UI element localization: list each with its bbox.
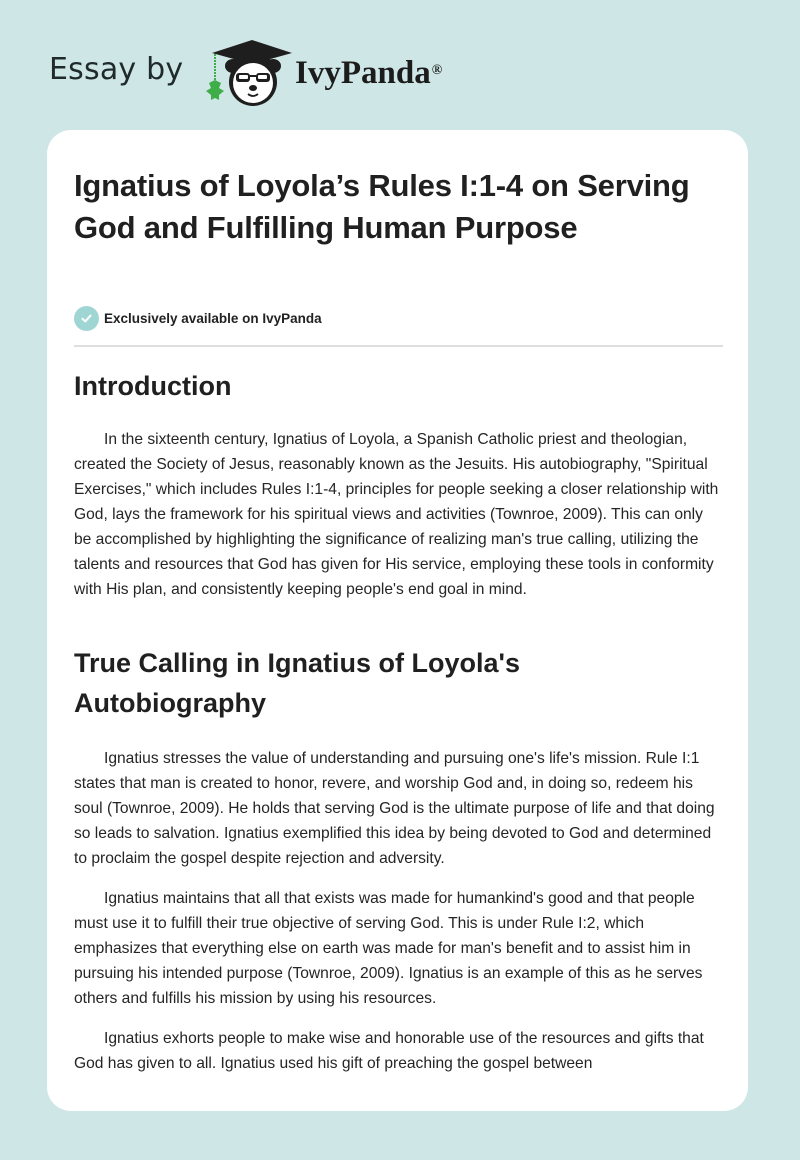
paragraph-intro: In the sixteenth century, Ignatius of Loyola, a Spanish Catholic priest and theologian, created the Society of Jesus, reasonably known as the Jesuits. His autobiography, "Spiritual Exercises," which includes Rules I:1-4, principles for people seeking a closer relationship with God, lays the framework for his spiritual views and activities (Townroe, 2009). This can only be accomplished by highlighting the significance of realizing man's true calling, utilizing the talents and resources that God has given for His service, employing these tools in conformity with His plan, and consistently keeping people's end goal in mind. xyxy=(74,431,719,598)
panda-graduation-cap-icon[interactable] xyxy=(200,36,292,110)
check-circle-icon xyxy=(74,306,99,331)
essay-title: Ignatius of Loyola’s Rules I:1-4 on Serving God and Fulfilling Human Purpose xyxy=(74,168,690,245)
essay-by-label: Essay by xyxy=(49,52,184,87)
section-heading-true-calling: True Calling in Ignatius of Loyola's Autobiography xyxy=(74,648,520,718)
site-header xyxy=(0,0,800,130)
ivypanda-logo-text[interactable] xyxy=(295,55,442,91)
exclusive-badge xyxy=(74,305,322,331)
paragraph-true-calling-2: Ignatius maintains that all that exists was made for humankind's good and that people must use it to fulfill their true objective of serving God. This is under Rule I:2, which emphasizes that everything else on earth was made for man's benefit and to assist him in pursuing his intended purpose (Townroe, 2009). Ignatius is an example of this as he serves others and fulfills his mission by using his resources. xyxy=(74,890,703,1007)
paragraph-true-calling-1: Ignatius stresses the value of understanding and pursuing one's life's mission. Rule I:1 states that man is created to honor, revere, and worship God and, in doing so, redeem his soul (Townroe, 2009). He holds that serving God is the ultimate purpose of life and that doing so leads to salvation. Ignatius exemplified this idea by being devoted to God and determined to proclaim the gospel despite rejection and adversity. xyxy=(74,750,715,867)
registered-mark: ® xyxy=(431,63,443,78)
paragraph-true-calling-3: Ignatius exhorts people to make wise and honorable use of the resources and gifts that God has given to all. Ignatius used his gift of preaching the gospel between xyxy=(74,1030,704,1072)
section-heading-introduction: Introduction xyxy=(74,371,232,401)
essay-card xyxy=(47,130,748,1111)
exclusive-label: Exclusively available on IvyPanda xyxy=(104,310,322,326)
brand-name: IvyPanda xyxy=(295,55,431,91)
title-divider xyxy=(74,345,723,347)
